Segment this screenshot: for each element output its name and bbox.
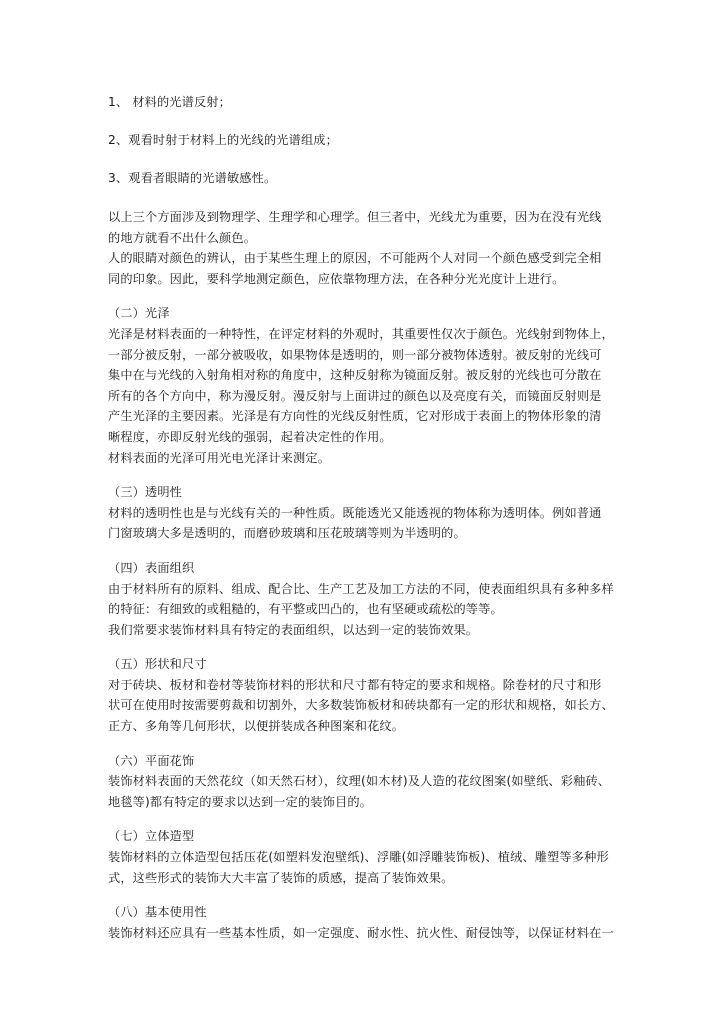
body-line: 装饰材料表面的天然花纹（如天然石材），纹理(如木材)及人造的花纹图案(如壁纸、彩釉砖、: [108, 774, 611, 789]
section-transparency: [108, 482, 630, 544]
section-heading: （八）基本使用性: [108, 905, 207, 920]
section-heading: （五）形状和尺寸: [108, 657, 207, 672]
body-line: 由于材料所有的原料、组成、配合比、生产工艺及加工方法的不同，使表面组织具有多种多样: [108, 581, 614, 596]
body-line: 集中在与光线的入射角相对称的角度中，这种反射称为镜面反射。被反射的光线也可分散在: [108, 368, 602, 383]
body-line: 晰程度，亦即反射光线的强弱，起着决定性的作用。: [108, 429, 392, 444]
section-heading: （七）立体造型: [108, 829, 195, 844]
factor-list: [108, 92, 630, 189]
body-line: 材料的透明性也是与光线有关的一种性质。既能透光又能透视的物体称为透明体。例如普通: [108, 505, 602, 520]
body-line: 装饰材料还应具有一些基本性质，如一定强度、耐水性、抗火性、耐侵蚀等，以保证材料在一: [108, 925, 614, 940]
intro-paragraph: [108, 207, 630, 289]
body-line: 状可在使用时按需要剪裁和切割外，大多数装饰板材和砖块都有一定的形状和规格，如长方、: [108, 698, 614, 713]
body-line: 对于砖块、板材和卷材等装饰材料的形状和尺寸都有特定的要求和规格。除卷材的尺寸和形: [108, 677, 602, 692]
section-heading: （二）光泽: [108, 306, 170, 321]
list-item-1: 1、 材料的光谱反射；: [108, 95, 231, 109]
body-line: 产生光泽的主要因素。光泽是有方向性的光线反射性质，它对形成于表面上的物体形象的清: [108, 409, 602, 424]
list-item-3: 3、观看者眼睛的光谱敏感性。: [108, 171, 277, 185]
intro-line-4: 同的印象。因此，要科学地测定颜色，应依靠物理方法，在各种分光光度计上进行。: [108, 271, 565, 286]
body-line: 式，这些形式的装饰大大丰富了装饰的质感，提高了装饰效果。: [108, 870, 454, 885]
section-3d-modeling: [108, 826, 630, 888]
section-gloss: [108, 303, 630, 468]
intro-line-3: 人的眼睛对颜色的辨认，由于某些生理上的原因，不可能两个人对同一个颜色感受到完全相: [108, 251, 602, 266]
section-heading: （三）透明性: [108, 485, 183, 500]
document-page: [108, 92, 630, 943]
section-flat-pattern: [108, 751, 630, 813]
intro-line-1: 以上三个方面涉及到物理学、生理学和心理学。但三者中，光线尤为重要，因为在没有光线: [108, 210, 602, 224]
body-line: 门窗玻璃大多是透明的，而磨砂玻璃和压花玻璃等则为半透明的。: [108, 526, 466, 541]
body-line: 正方、多角等几何形状，以便拼装成各种图案和花纹。: [108, 719, 405, 734]
section-basic-usability: [108, 902, 630, 943]
body-line: 光泽是材料表面的一种特性，在评定材料的外观时，其重要性仅次于颜色。光线射到物体上，: [108, 326, 614, 341]
section-heading: （四）表面组织: [108, 560, 195, 575]
body-line: 装饰材料的立体造型包括压花(如塑料发泡壁纸)、浮雕(如浮雕装饰板)、植绒、雕塑等多种形: [108, 850, 609, 865]
list-item-2: 2、观看时射于材料上的光线的光谱组成；: [108, 133, 338, 147]
intro-line-2: 的地方就看不出什么颜色。: [108, 230, 257, 245]
section-heading: （六）平面花饰: [108, 753, 195, 768]
body-line: 所有的各个方向中，称为漫反射。漫反射与上面讲过的颜色以及亮度有关，而镜面反射则是: [108, 388, 602, 403]
section-shape-size: [108, 654, 630, 736]
body-line: 材料表面的光泽可用光电光泽计来测定。: [108, 450, 331, 465]
body-line: 地毯等)都有特定的要求以达到一定的装饰目的。: [108, 794, 372, 809]
section-surface-texture: [108, 558, 630, 640]
body-line: 我们常要求装饰材料具有特定的表面组织，以达到一定的装饰效果。: [108, 622, 479, 637]
body-line: 一部分被反射，一部分被吸收，如果物体是透明的，则一部分被物体透射。被反射的光线可: [108, 347, 602, 362]
body-line: 的特征：有细致的或粗糙的，有平整或凹凸的，也有坚硬或疏松的等等。: [108, 602, 503, 617]
